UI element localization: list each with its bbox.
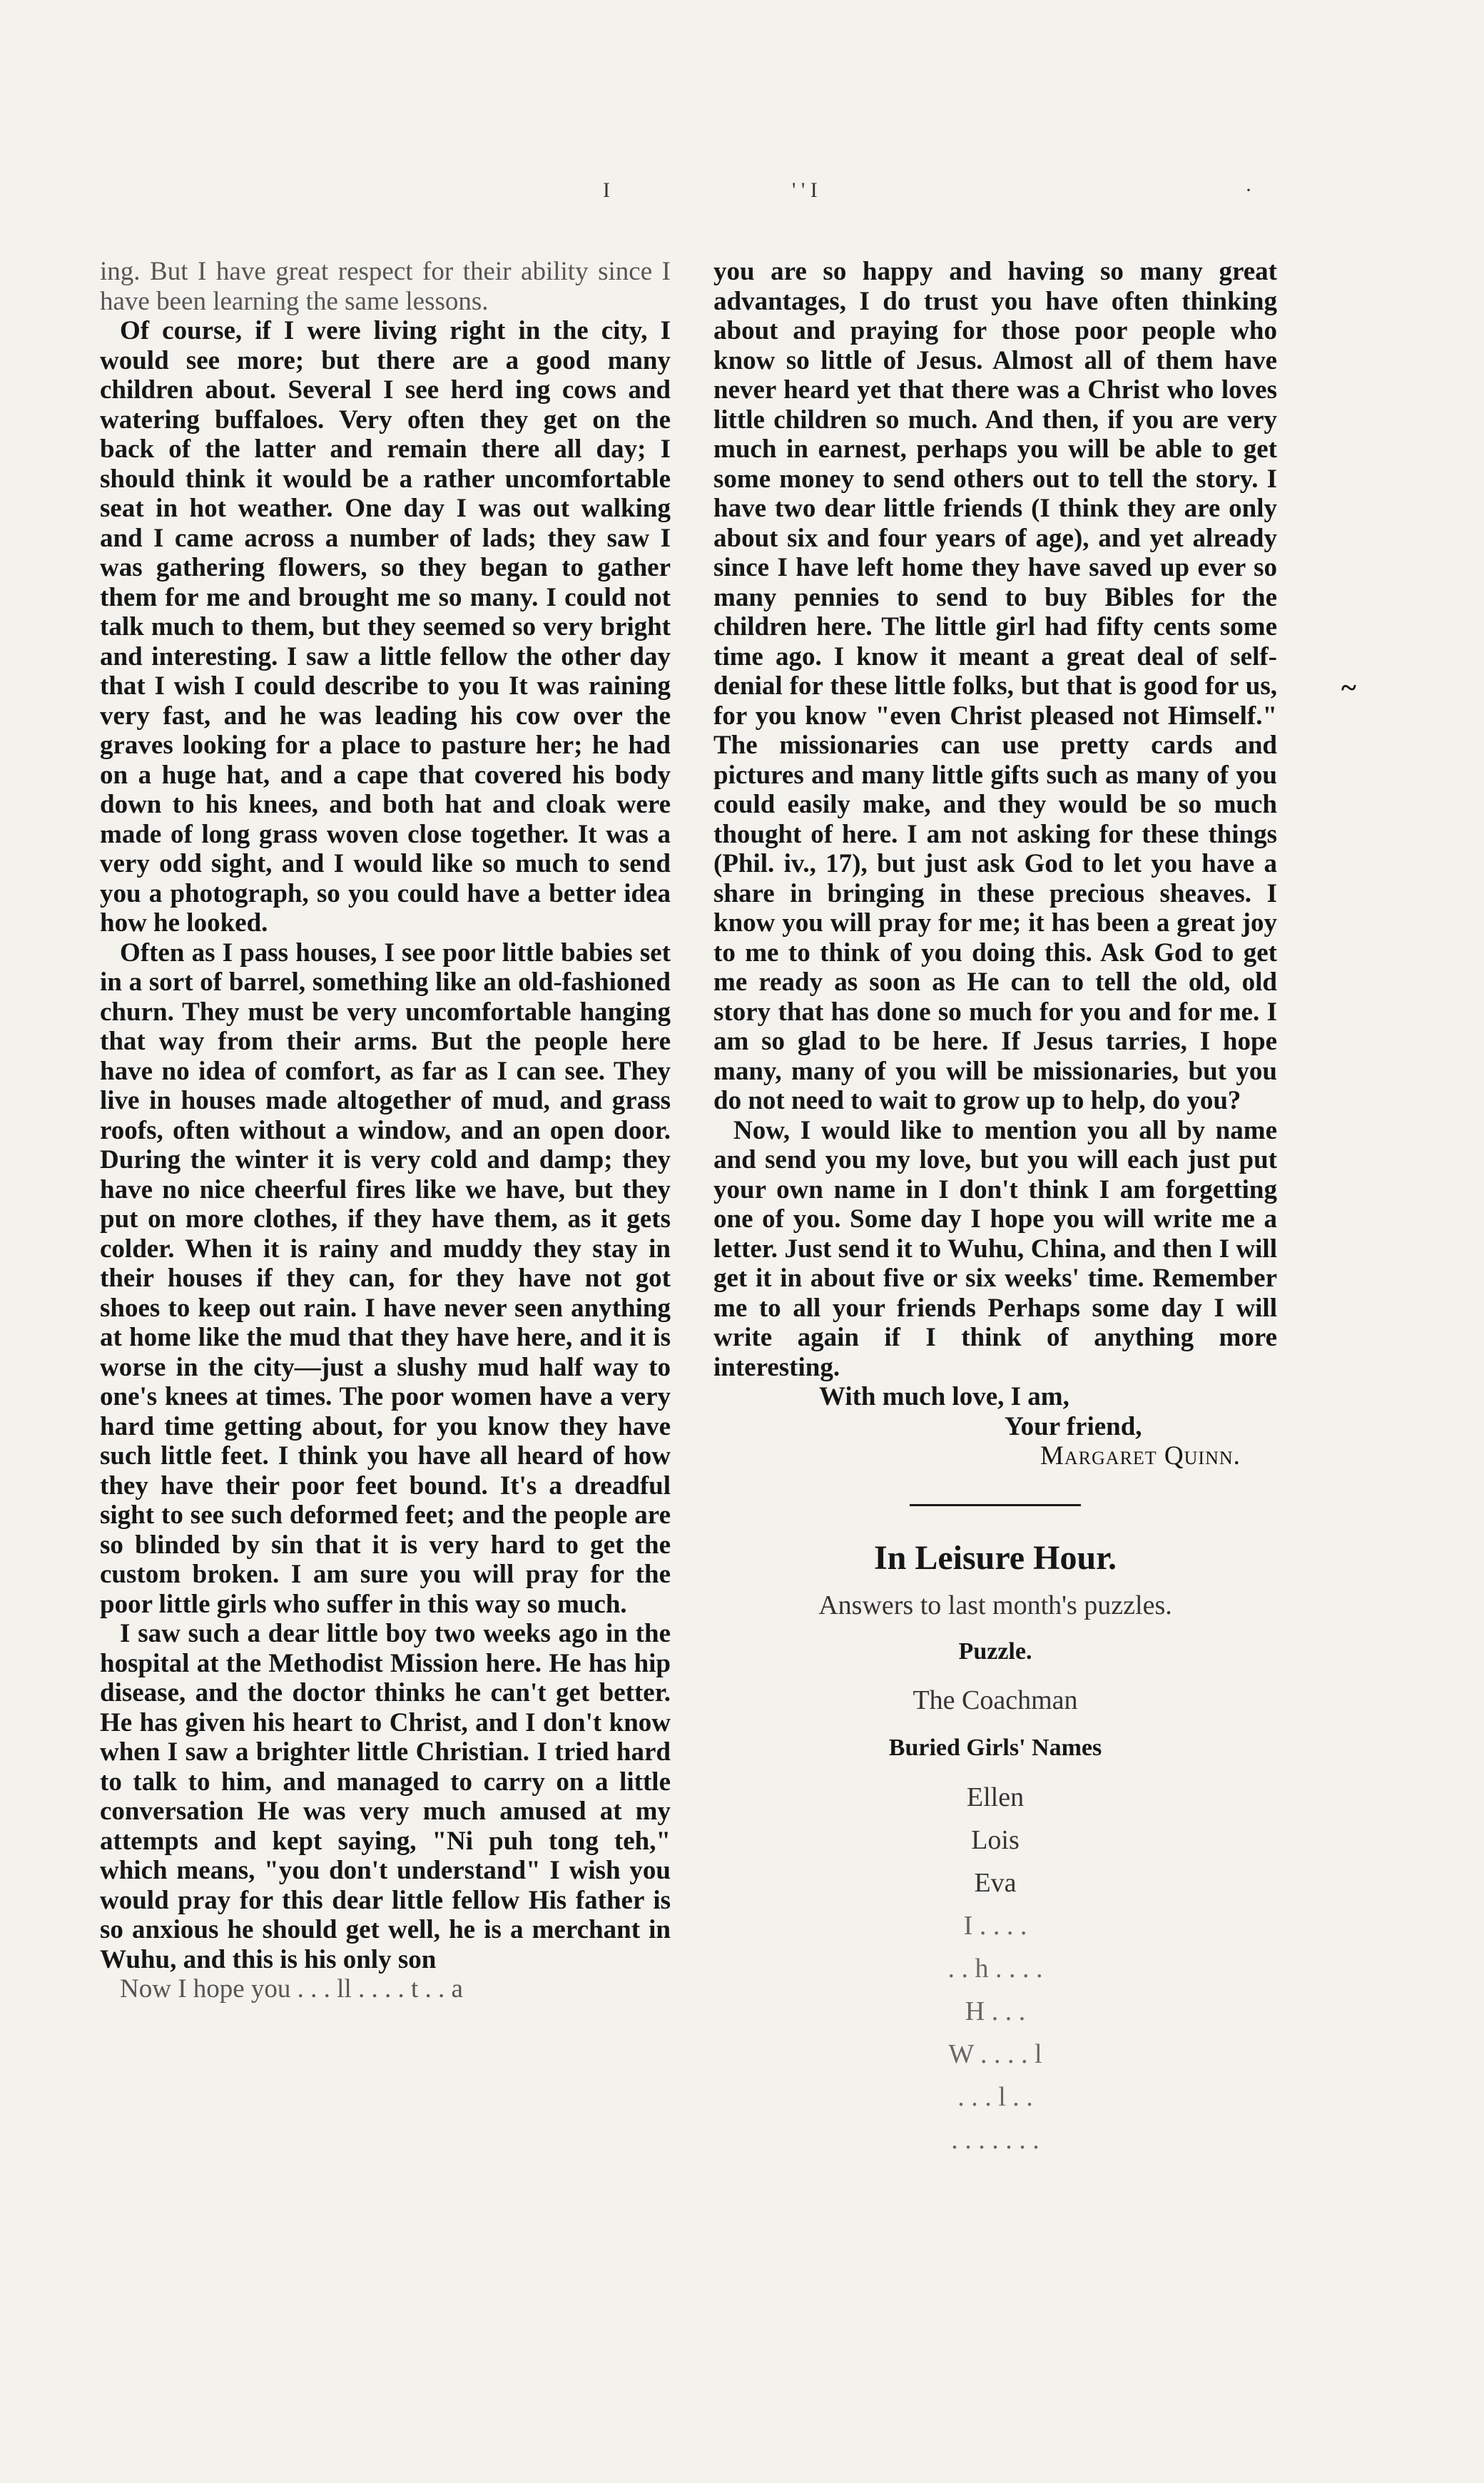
buried-name: Eva: [974, 1867, 1017, 1898]
right-paragraph-1: you are so happy and having so many great advantages, I do trust you have often thinking about and praying for those poor people who know so little of Jesus. Almost all of them have never heard yet that there was a Christ who loves little children so much. And then, if you are very much in earnest, perhaps you will be able to get some money to send others out to tell the story. I have two dear little friends (I think they are only about six and four years of age), and yet already since I have left home they have saved up ever so many pennies to send to buy Bibles for the children here. The little girl had fifty cents some time ago. I know it meant a great deal of self-denial for these little folks, but that is good for us, for you know "even Christ pleased not Himself." The missionaries can use pretty cards and pictures and many little gifts such as many of you could easily make, and they would be so much thought of here. I am not asking for these things (Phil. iv., 17), but just ask God to let you have a share in bringing in these precious sheaves. I know you will pray for me; it has been a great joy to me to think of you doing this. Ask God to get me ready as soon as He can to tell the old, old story that has done so much for you and for me. I am so glad to be here. If Jesus tarries, I hope many, many of you will be missionaries, but you do not need to wait to grow up to help, do you?: [713, 257, 1277, 1115]
buried-name: I . . . .: [963, 1910, 1027, 1941]
buried-name: W . . . . l: [948, 2038, 1042, 2069]
letter-signature: Margaret Quinn.: [1040, 1441, 1241, 1471]
leisure-hour-section: [713, 1538, 1277, 2161]
puzzle-answer: The Coachman: [913, 1685, 1078, 1715]
buried-names-label: Buried Girls' Names: [888, 1735, 1102, 1761]
left-paragraph-5: Now I hope you . . . ll . . . . t . . a: [120, 1974, 463, 2004]
buried-name: H . . .: [965, 1996, 1026, 2026]
margin-mark: ~: [1341, 671, 1356, 704]
leisure-title: In Leisure Hour.: [873, 1538, 1117, 1577]
letter-closing: With much love, I am,: [819, 1382, 1069, 1411]
left-paragraph-2: Of course, if I were living right in the city, I would see more; but there are a good many children about. Several I see herd ing cows and watering buffaloes. Very often they get on the back of the latter and remain there all day; I should think it would be a rather uncomfortable seat in hot weather. One day I was out walking and I came across a number of lads; they saw I was gathering flowers, so they began to gather them for me and brought me so many. I could not talk much to them, but they seemed so very bright and interesting. I saw a little fellow the other day that I wish I could describe to you It was raining very fast, and he was leading his cow over the graves looking for a place to pasture her; he had on a huge hat, and a cape that covered his body down to his knees, and both hat and cloak were made of long grass woven close together. It was a very odd sight, and I would like so much to send you a photograph, so you could have a better idea how he looked.: [100, 316, 671, 938]
left-column: [100, 257, 671, 2004]
buried-name: Ellen: [966, 1782, 1025, 1812]
buried-name: Lois: [971, 1824, 1020, 1855]
header-mark-mid: ' ' I: [792, 178, 818, 202]
letter-closing-friend: Your friend,: [1005, 1411, 1142, 1441]
right-column: [713, 257, 1277, 2161]
puzzle-label: Puzzle.: [958, 1637, 1032, 1665]
buried-name: . . h . . . .: [947, 1953, 1043, 1984]
buried-name: . . . . . . .: [951, 2124, 1040, 2155]
right-paragraph-2: Now, I would like to mention you all by name and send you my love, but you will each just put your own name in I don't think I am forgetting one of you. Some day I hope you will write me a letter. Just send it to Wuhu, China, and then I will get it in about five or six weeks' time. Remember me to all your friends Perhaps some day I will write again if I think of anything more interesting.: [713, 1115, 1277, 1382]
left-paragraph-4: I saw such a dear little boy two weeks ago in the hospital at the Methodist Mission here. He has hip disease, and the doctor thinks he can't get better. He has given his heart to Christ, and I don't know when I saw a brighter little Christian. I tried hard to talk to him, and managed to carry on a little conversation He was very much amused at my attempts and kept saying, "Ni puh tong teh," which means, "you don't understand" I wish you would pray for this dear little fellow His father is so anxious he should get well, he is a merchant in Wuhu, and this is his only son: [100, 1619, 671, 1974]
header-mark-left: I: [603, 178, 610, 202]
header-mark-right: ·: [1245, 178, 1252, 202]
left-paragraph-3: Often as I pass houses, I see poor little babies set in a sort of barrel, something like an old-fashioned churn. They must be very uncomfortable hanging that way from their arms. But the people here have no idea of comfort, as far as I can see. They live in houses made altogether of mud, and grass roofs, often without a window, and an open door. During the winter it is very cold and damp; they have no nice cheerful fires like we have, but they put on more clothes, if they have them, as it gets colder. When it is rainy and muddy they stay in their houses if they can, for they have not got shoes to keep out rain. I have never seen anything at home like the mud that they have here, and it is worse in the city—just a slushy mud half way to one's knees at times. The poor women have a very hard time getting about, for you know they have such little feet. I think you have all heard of how they have their poor feet bound. It's a dreadful sight to see such deformed feet; and the people are so blinded by sin that it is very hard to get the custom broken. I am sure you will pray for the poor little girls who suffer in this way so much.: [100, 938, 671, 1619]
section-divider: [910, 1504, 1081, 1506]
buried-name: . . . l . .: [957, 2081, 1033, 2112]
left-paragraph-1: ing. But I have great respect for their ability since I have been learning the same lessons.: [100, 257, 671, 316]
leisure-subtitle: Answers to last month's puzzles.: [818, 1590, 1172, 1620]
